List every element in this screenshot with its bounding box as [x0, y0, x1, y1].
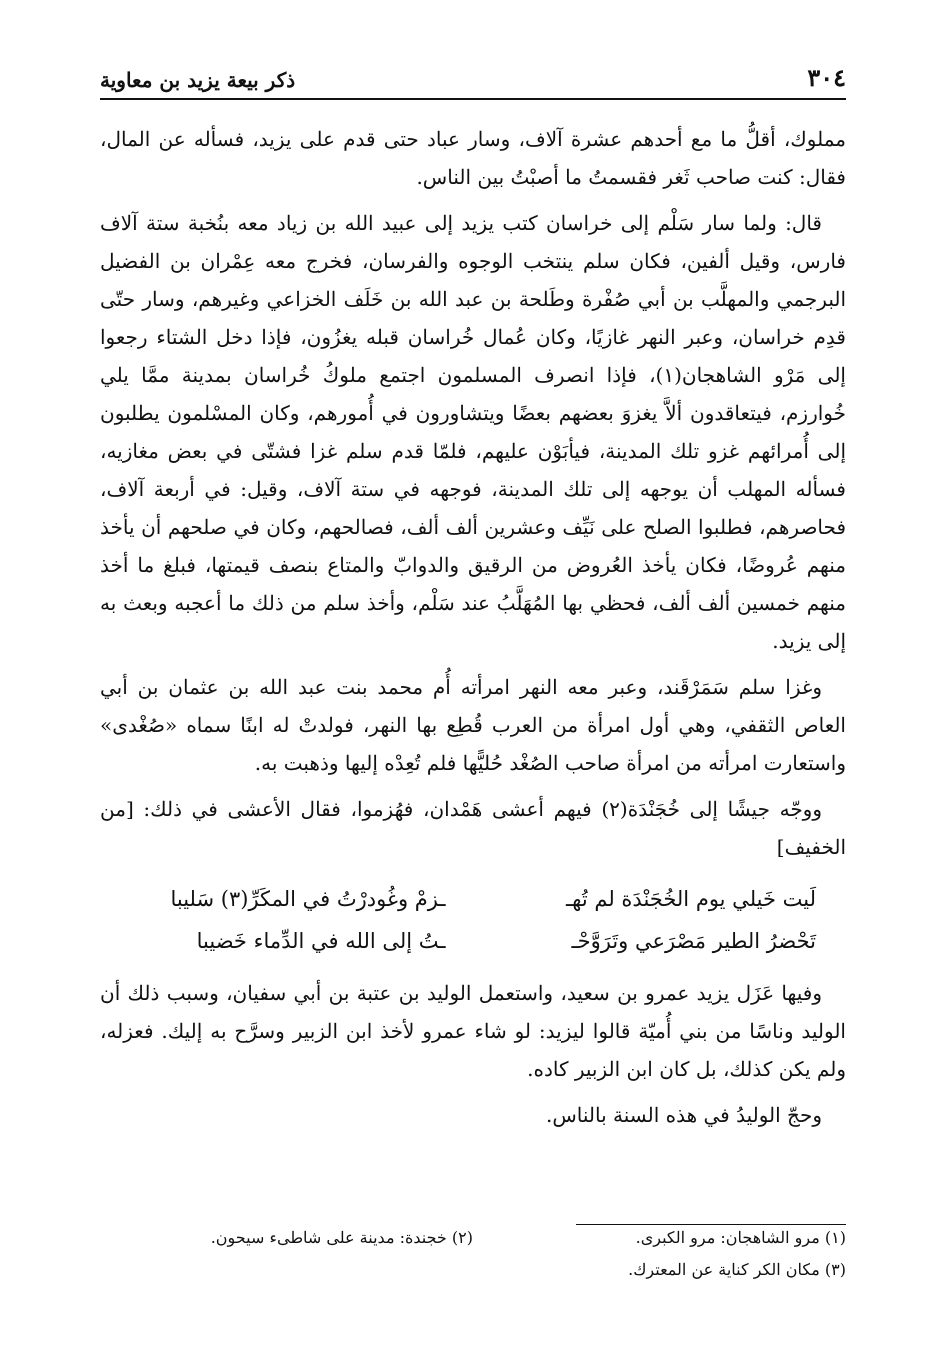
paragraph: ووجّه جيشًا إلى خُجَنْدَة(٢) فيهم أعشى هَمْدان، فهُزموا، فقال الأعشى في ذلك: [من الخفيف]	[100, 797, 846, 859]
verse	[130, 920, 816, 962]
footnote-text: مكان الكر كناية عن المعترك.	[628, 1260, 820, 1279]
verse	[130, 878, 816, 920]
footnote-2	[100, 1222, 473, 1254]
page-header	[100, 60, 846, 100]
footnote-3	[473, 1254, 846, 1286]
hemistich-right: تَحْضرُ الطير مَصْرَعي وتَرَوَّحْـ	[571, 929, 816, 953]
footnote-text: خجندة: مدينة على شاطىء سيحون.	[210, 1228, 447, 1247]
footnote-number: (١)	[824, 1228, 846, 1247]
footnote-1	[473, 1222, 846, 1254]
paragraph: مملوك، أقلُّ ما مع أحدهم عشرة آلاف، وسار عباد حتى قدم على يزيد، فسأله عن المال، فقال: كنت صاحب ثَغر فقسمتُ ما أصبْتُ بين الناس.	[100, 127, 846, 189]
running-title: ذكر بيعة يزيد بن معاوية	[100, 68, 296, 92]
paragraph: قال: ولما سار سَلْم إلى خراسان كتب يزيد إلى عبيد الله بن زياد معه بنُخبة ستة آلاف فارس، وقيل ألفين، فكان سلم ينتخب الوجوه والفرسان، فخرج معه عِمْران بن الفضيل البرجمي والمهلَّب بن أبي صُفْرة وطَلحة بن عبد الله بن خَلَف الخزاعي وغيرهم، وسار حتّى قدِم خراسان، وعبر النهر غازيًا، وكان عُمال خُراسان قبله يغزُون، فإذا دخل الشتاء رجعوا إلى مَرْو الشاهجان(١)، فإذا انصرف المسلمون اجتمع ملوكُ خُراسان بمدينة ممَّا يلي خُوارزم، فيتعاقدون ألاَّ يغزوَ بعضهم بعضًا ويتشاورون في أُمورهم، وكان المسْلمون يطلبون إلى أُمرائهم غزو تلك المدينة، فيأبَوْن عليهم، فلمّا قدم سلم غزا فشتّى في بعض مغازيه، فسأله المهلب أن يوجهه إلى تلك المدينة، فوجهه في ستة آلاف، وقيل: في أربعة آلاف، فحاصرهم، فطلبوا الصلح على نَيِّف وعشرين ألف ألف، فصالحهم، وكان في صلحهم أن يأخذ منهم عُروضًا، فكان يأخذ العُروض من الرقيق والدوابّ والمتاع بنصف قيمتها، فبلغ ما أخذ منهم خمسين ألف ألف، فحظي بها المُهَلَّبُ عند سَلْم، وأخذ سلم من ذلك ما أعجبه وبعث به إلى يزيد.	[100, 211, 846, 653]
page-number: ٣٠٤	[807, 63, 846, 92]
footnote-row	[100, 1222, 846, 1254]
footnote-number: (٣)	[824, 1260, 846, 1279]
hemistich-left: ـزمْ وغُودرْتُ في المكَرِّ(٣) سَليبا	[170, 887, 446, 911]
footnotes	[100, 1222, 846, 1286]
footnote-row	[100, 1254, 846, 1286]
footnote-number: (٢)	[451, 1228, 473, 1247]
paragraph: وغزا سلم سَمَرْقَند، وعبر معه النهر امرأته أُم محمد بنت عبد الله بن عثمان بن أبي العاص الثقفي، وهي أول امرأة من العرب قُطِع بها النهر، فولدتْ له ابنًا سماه «صُغْدى» واستعارت امرأته من امرأة صاحب الصُغْد حُليًّها فلم تُعِدْه إليها وذهبت به.	[100, 675, 846, 775]
paragraph: وحجّ الوليدُ في هذه السنة بالناس.	[546, 1103, 822, 1127]
poem	[130, 878, 816, 962]
hemistich-left: ـتُ إلى الله في الدِّماء خَضيبا	[196, 929, 446, 953]
paragraph: وفيها عَزَل يزيد عمرو بن سعيد، واستعمل الوليد بن عتبة بن أبي سفيان، وسبب ذلك أن الوليد وناسًا من بني أُميّة قالوا ليزيد: لو شاء عمرو لأخذ ابن الزبير وسرَّح به إليك. فعزله، ولم يكن كذلك، بل كان ابن الزبير كاده.	[100, 981, 846, 1081]
hemistich-right: لَيت خَيلي يوم الخُجَنْدَة لم تُهـ	[566, 887, 816, 911]
page-body	[100, 120, 846, 1142]
footnote-text: مرو الشاهجان: مرو الكبرى.	[635, 1228, 820, 1247]
